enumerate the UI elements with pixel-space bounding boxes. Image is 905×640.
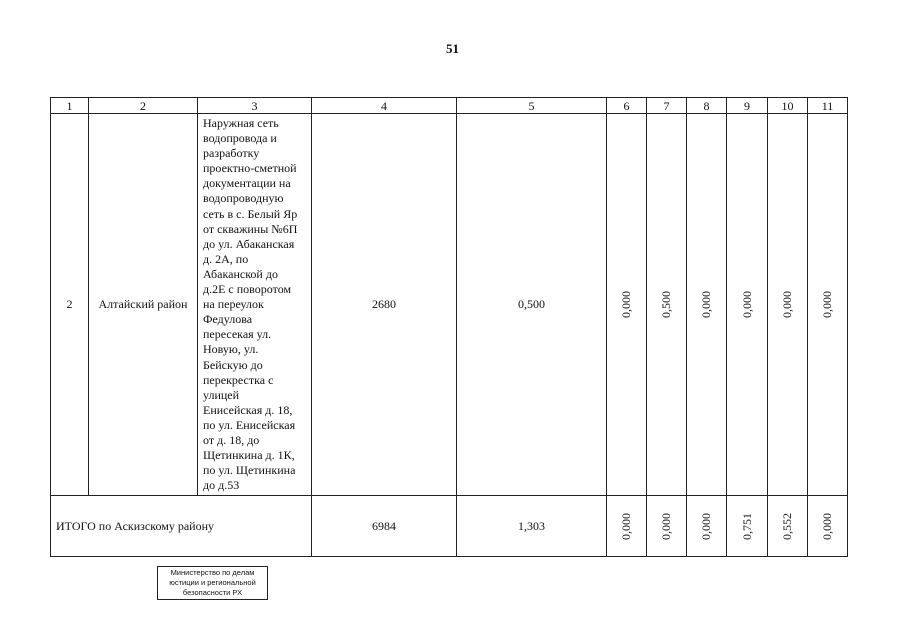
description-line: Наружная сеть: [203, 116, 279, 130]
description-line: Щетинкина д. 1К,: [203, 448, 295, 463]
total-col10: [768, 496, 808, 557]
cell-col9: [727, 114, 768, 496]
description-line: Абаканской до: [203, 266, 278, 281]
column-header: 7: [647, 98, 687, 114]
ministry-stamp: [157, 566, 268, 600]
column-header: 2: [89, 98, 198, 114]
rotated-value: 0,000: [619, 291, 633, 319]
description-line: Новую, ул.: [203, 342, 259, 357]
total-col9: [727, 496, 768, 557]
description-line: улицей: [203, 387, 240, 402]
district-name: Алтайский район: [89, 114, 198, 496]
column-header: 1: [51, 98, 89, 114]
project-description: [198, 114, 312, 496]
cell-col6: [607, 114, 647, 496]
description-line: от д. 18, до: [203, 432, 260, 447]
description-line: от скважины №6П: [203, 221, 298, 236]
column-header: 11: [808, 98, 848, 114]
rotated-value: 0,000: [659, 512, 673, 540]
description-line: сеть в с. Белый Яр: [203, 206, 298, 221]
total-col7: [647, 496, 687, 557]
column-header: 8: [687, 98, 727, 114]
total-col5: 1,303: [457, 496, 607, 557]
description-line: пересекая ул.: [203, 327, 272, 342]
description-line: Енисейская д. 18,: [203, 402, 293, 417]
row-number: 2: [51, 114, 89, 496]
data-table: [50, 97, 848, 557]
cell-col7: [647, 114, 687, 496]
description-line: д.2Е с поворотом: [203, 282, 292, 297]
rotated-value: 0,000: [619, 512, 633, 540]
stamp-line: безопасности РХ: [182, 588, 243, 597]
column-header: 5: [457, 98, 607, 114]
rotated-value: 0,000: [699, 512, 713, 540]
description-line: перекрестка с: [203, 372, 274, 387]
description-line: водопровода и: [203, 131, 277, 146]
rotated-value: 0,552: [780, 512, 794, 540]
total-row: [51, 496, 848, 557]
stamp-line: Министерство по делам: [170, 568, 255, 577]
description-line: Федулова: [203, 312, 253, 327]
cell-col8: [687, 114, 727, 496]
description-line: водопроводную: [203, 191, 284, 206]
page-number: 51: [446, 41, 459, 56]
cell-col11: [808, 114, 848, 496]
total-label: ИТОГО по Аскизскому району: [51, 496, 312, 557]
description-line: д. 2А, по: [203, 251, 249, 266]
column-header: 10: [768, 98, 808, 114]
column-header: 3: [198, 98, 312, 114]
description-line: по ул. Енисейская: [203, 417, 296, 432]
header-row: [51, 98, 848, 114]
description-line: по ул. Щетинкина: [203, 463, 296, 478]
cell-col10: [768, 114, 808, 496]
column-header: 4: [312, 98, 457, 114]
description-line: Бейскую до: [203, 357, 263, 372]
table-row: [51, 114, 848, 496]
stamp-line: юстиции и региональной: [169, 578, 256, 587]
total-col4: 6984: [312, 496, 457, 557]
total-col6: [607, 496, 647, 557]
description-line: разработку: [203, 146, 260, 161]
rotated-value: 0,000: [820, 291, 834, 319]
column-header: 6: [607, 98, 647, 114]
cell-col4: 2680: [312, 114, 457, 496]
rotated-value: 0,751: [739, 512, 754, 540]
description-line: проектно-сметной: [203, 161, 297, 176]
rotated-value: 0,000: [820, 512, 834, 540]
description-line: на переулок: [203, 297, 264, 312]
column-header: 9: [727, 98, 768, 114]
description-line: до ул. Абаканская: [203, 236, 295, 251]
rotated-value: 0,000: [739, 291, 754, 319]
rotated-value: 0,000: [780, 291, 794, 319]
rotated-value: 0,500: [659, 291, 673, 319]
cell-col5: 0,500: [457, 114, 607, 496]
total-col11: [808, 496, 848, 557]
total-col8: [687, 496, 727, 557]
rotated-value: 0,000: [699, 291, 713, 319]
description-line: документации на: [203, 176, 291, 191]
description-line: до д.53: [203, 478, 240, 493]
